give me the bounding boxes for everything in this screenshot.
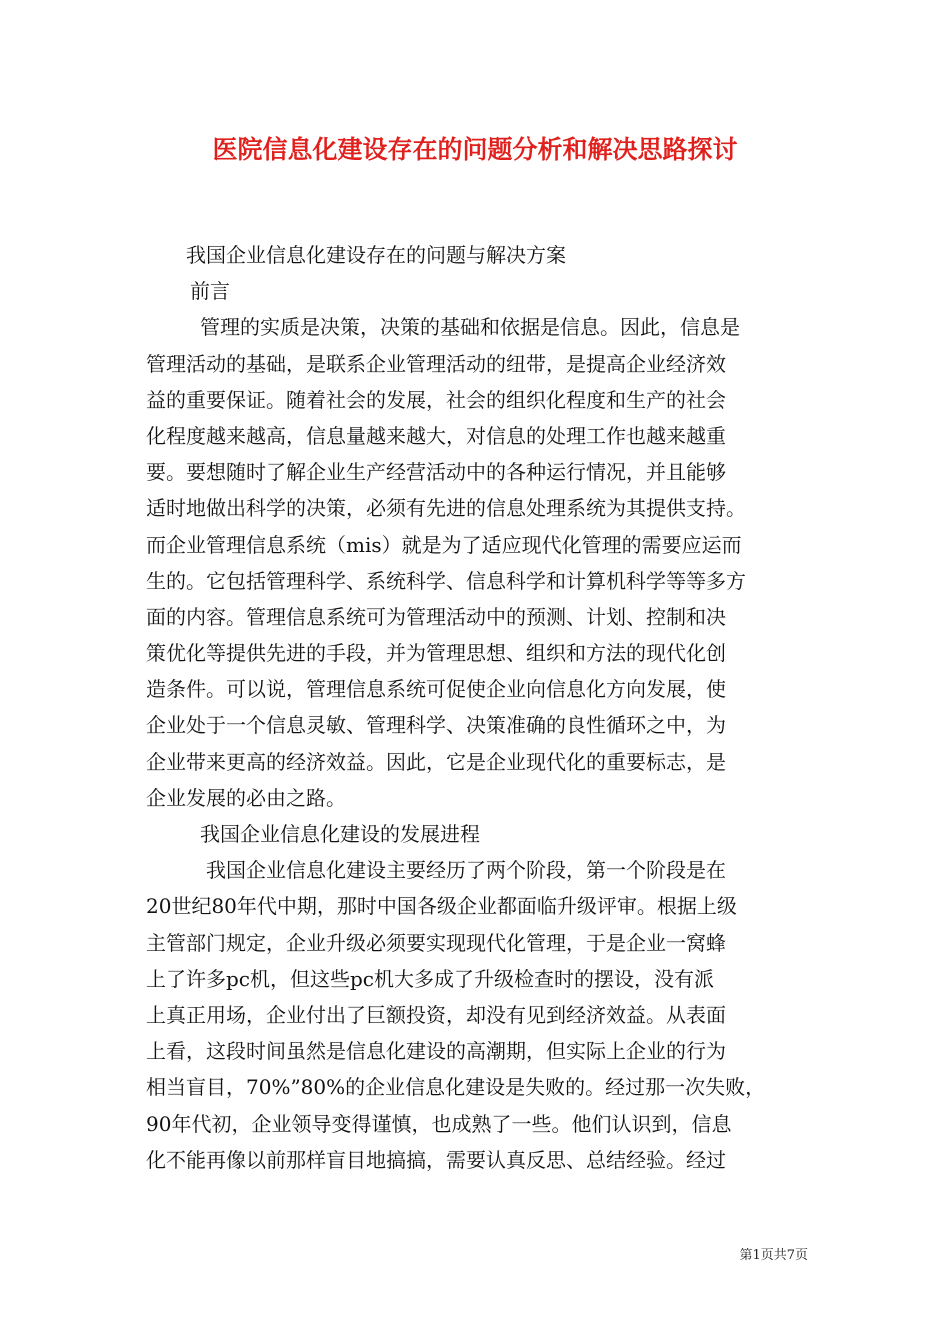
section-heading: 我国企业信息化建设存在的问题与解决方案: [186, 243, 566, 267]
paragraph-line: 企业发展的必由之路。: [146, 785, 346, 810]
paragraph-line: 90年代初，企业领导变得谨慎，也成熟了一些。他们认识到，信息: [146, 1111, 732, 1136]
document-title: 医院信息化建设存在的问题分析和解决思路探讨: [212, 135, 738, 164]
paragraph-line: 主管部门规定，企业升级必须要实现现代化管理，于是企业一窝蜂: [146, 930, 726, 955]
paragraph-line: 上真正用场，企业付出了巨额投资，却没有见到经济效益。从表面: [146, 1002, 726, 1027]
paragraph-line: 面的内容。管理信息系统可为管理活动中的预测、计划、控制和决: [146, 604, 726, 629]
paragraph-line: 管理活动的基础，是联系企业管理活动的纽带，是提高企业经济效: [146, 351, 726, 376]
paragraph-line: 企业处于一个信息灵敏、管理科学、决策准确的良性循环之中，为: [146, 713, 726, 738]
paragraph-line: 20世纪80年代中期，那时中国各级企业都面临升级评审。根据上级: [146, 894, 737, 919]
page-number-footer: 第1页共7页: [739, 1248, 808, 1263]
paragraph-line: 企业带来更高的经济效益。因此，它是企业现代化的重要标志，是: [146, 749, 726, 774]
paragraph-line: 化不能再像以前那样盲目地搞搞，需要认真反思、总结经验。经过: [146, 1147, 726, 1172]
paragraph-line: 上了许多pc机，但这些pc机大多成了升级检查时的摆设，没有派: [146, 966, 715, 991]
paragraph-line: 管理的实质是决策，决策的基础和依据是信息。因此，信息是: [200, 315, 740, 340]
paragraph-line: 生的。它包括管理科学、系统科学、信息科学和计算机科学等等多方: [146, 568, 746, 593]
paragraph-line: 相当盲目，70%”80%的企业信息化建设是失败的。经过那一次失败，: [146, 1075, 766, 1100]
paragraph-line: 益的重要保证。随着社会的发展，社会的组织化程度和生产的社会: [146, 387, 726, 412]
paragraph-line: 我国企业信息化建设主要经历了两个阶段，第一个阶段是在: [206, 858, 726, 883]
document-body: [146, 237, 808, 1178]
paragraph-line: 要。要想随时了解企业生产经营活动中的各种运行情况，并且能够: [146, 460, 726, 485]
paragraph-line: 造条件。可以说，管理信息系统可促使企业向信息化方向发展，使: [146, 677, 726, 702]
section-heading: 前言: [190, 279, 230, 304]
paragraph-line: 而企业管理信息系统（mis）就是为了适应现代化管理的需要应运而: [146, 532, 742, 557]
paragraph-line: 化程度越来越高，信息量越来越大，对信息的处理工作也越来越重: [146, 423, 726, 448]
paragraph-line: 策优化等提供先进的手段，并为管理思想、组织和方法的现代化创: [146, 641, 726, 666]
paragraph-line: 上看，这段时间虽然是信息化建设的高潮期，但实际上企业的行为: [146, 1039, 726, 1064]
section-heading: 我国企业信息化建设的发展进程: [200, 822, 480, 846]
paragraph-line: 适时地做出科学的决策，必须有先进的信息处理系统为其提供支持。: [146, 496, 746, 521]
